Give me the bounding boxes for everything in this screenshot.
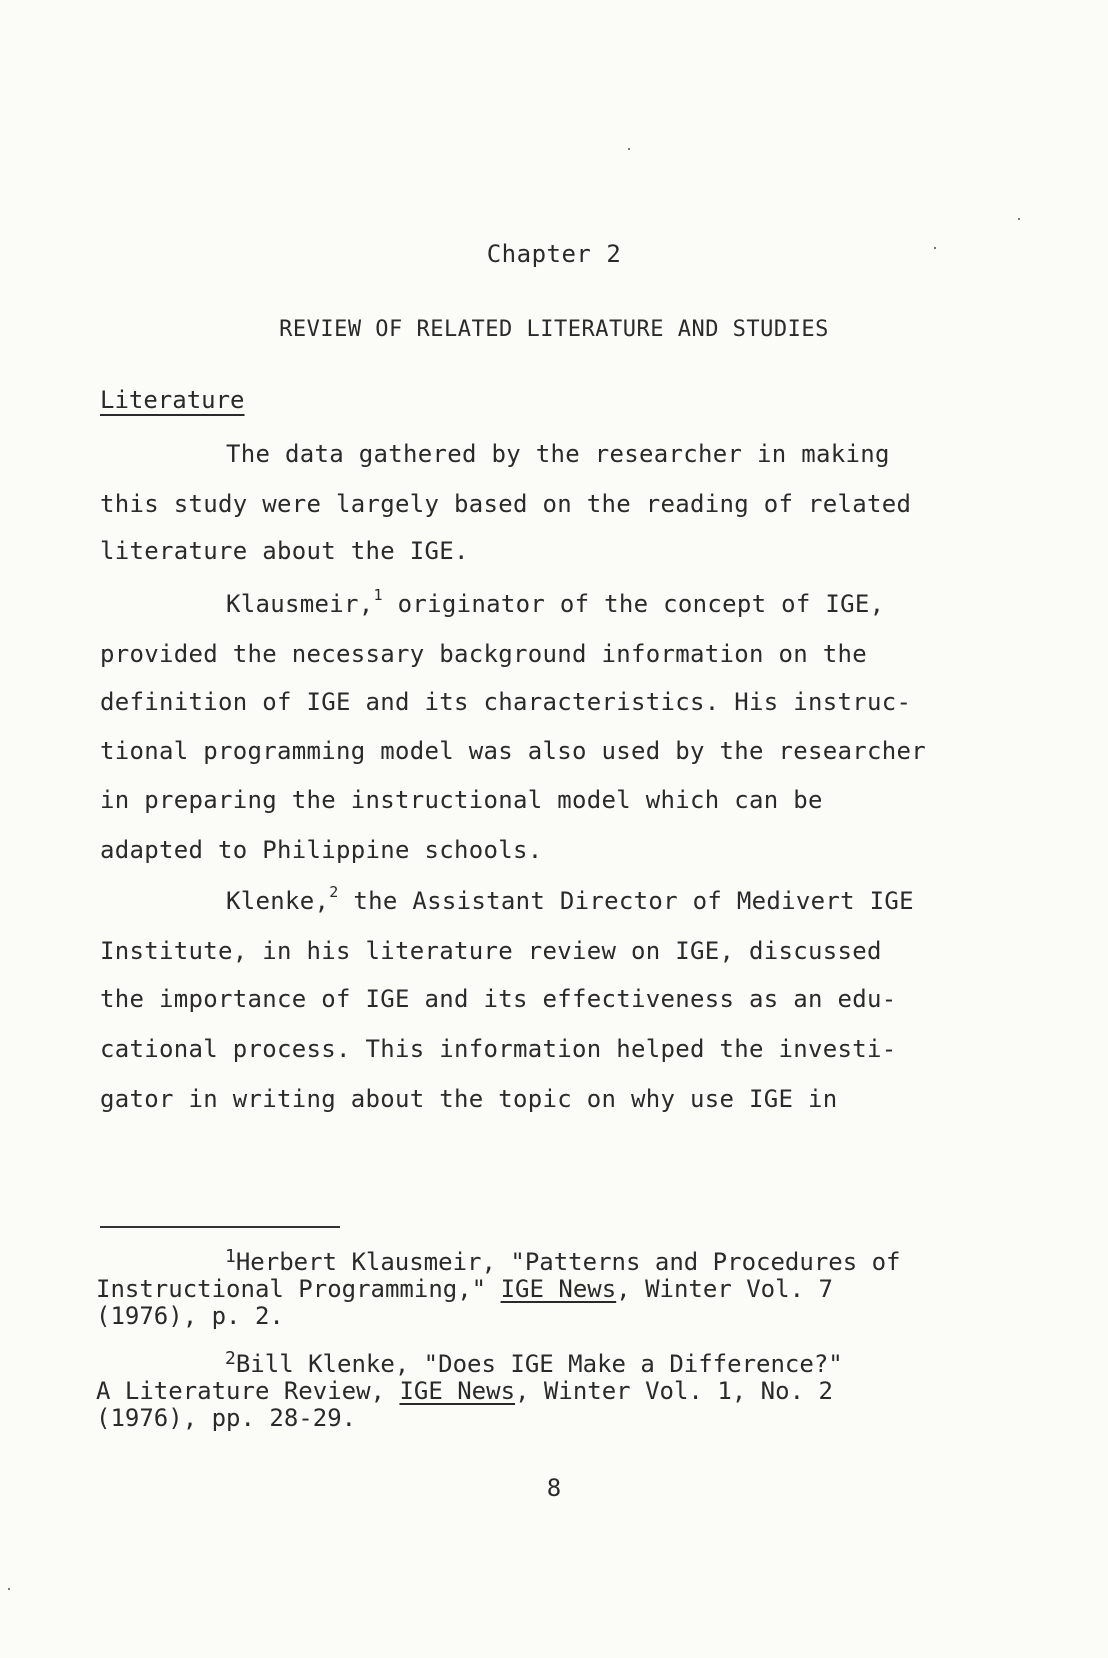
footnote-2-journal: IGE News (399, 1377, 516, 1405)
footnote-1-journal: IGE News (500, 1275, 617, 1303)
footnote-1-line-2 (96, 1277, 833, 1301)
scan-speck (934, 247, 936, 249)
paragraph-2-line-6: adapted to Philippine schools. (100, 836, 543, 864)
footnote-2-text-2a: A Literature Review, (96, 1377, 400, 1405)
paragraph-3-line-2: Institute, in his literature review on IGE, discussed (100, 937, 882, 965)
footnote-2-line-2 (96, 1379, 833, 1403)
paragraph-2-line-5: in preparing the instructional model which can be (100, 786, 823, 814)
paragraph-2-line-3: definition of IGE and its characteristics. His instruc- (100, 688, 912, 716)
scan-speck (1018, 218, 1020, 220)
paragraph-1-line-2: this study were largely based on the reading of related (100, 490, 912, 518)
paragraph-3-line-4: cational process. This information helped the investi- (100, 1035, 897, 1063)
footnote-2-number: 2 (225, 1348, 236, 1369)
footnote-2-text-2b: , Winter Vol. 1, No. 2 (515, 1377, 833, 1405)
paragraph-3-line-1 (226, 883, 914, 915)
chapter-title: Chapter 2 (486, 240, 622, 268)
footnote-2-text-1: Bill Klenke, "Does IGE Make a Difference?" (235, 1350, 843, 1378)
footnote-1-text-1: Herbert Klausmeir, "Patterns and Procedures of (235, 1248, 901, 1276)
footnote-1-line-1 (225, 1246, 901, 1276)
footnote-1-line-3: (1976), p. 2. (96, 1302, 284, 1330)
scan-speck (8, 1588, 10, 1590)
footnote-2-line-1 (225, 1348, 843, 1378)
paragraph-2-line-2: provided the necessary background information on the (100, 640, 867, 668)
page-number: 8 (546, 1474, 562, 1502)
subheading-literature: Literature (100, 386, 245, 414)
paragraph-1-line-1: The data gathered by the researcher in making (226, 440, 890, 468)
footnote-ref-2: 2 (329, 883, 339, 901)
paragraph-2-line-1-rest: originator of the concept of IGE, (382, 590, 885, 618)
footnote-divider (100, 1226, 340, 1228)
paragraph-3-line-5: gator in writing about the topic on why use IGE in (100, 1085, 838, 1113)
footnote-1-number: 1 (225, 1246, 236, 1267)
author-name: Klausmeir, (226, 590, 374, 618)
footnote-1-text-2a: Instructional Programming," (96, 1275, 501, 1303)
paragraph-3-line-3: the importance of IGE and its effectiveness as an edu- (100, 985, 897, 1013)
section-heading: REVIEW OF RELATED LITERATURE AND STUDIES (279, 317, 829, 342)
paragraph-2-line-1 (226, 586, 885, 618)
footnote-ref-1: 1 (373, 586, 383, 604)
footnote-2-line-3: (1976), pp. 28-29. (96, 1404, 357, 1432)
paragraph-2-line-4: tional programming model was also used by the researcher (100, 737, 926, 765)
paragraph-1-line-3: literature about the IGE. (100, 537, 469, 565)
scan-speck (628, 148, 630, 150)
author-name: Klenke, (226, 887, 330, 915)
paragraph-3-line-1-rest: the Assistant Director of Medivert IGE (338, 887, 914, 915)
footnote-1-text-2b: , Winter Vol. 7 (616, 1275, 833, 1303)
